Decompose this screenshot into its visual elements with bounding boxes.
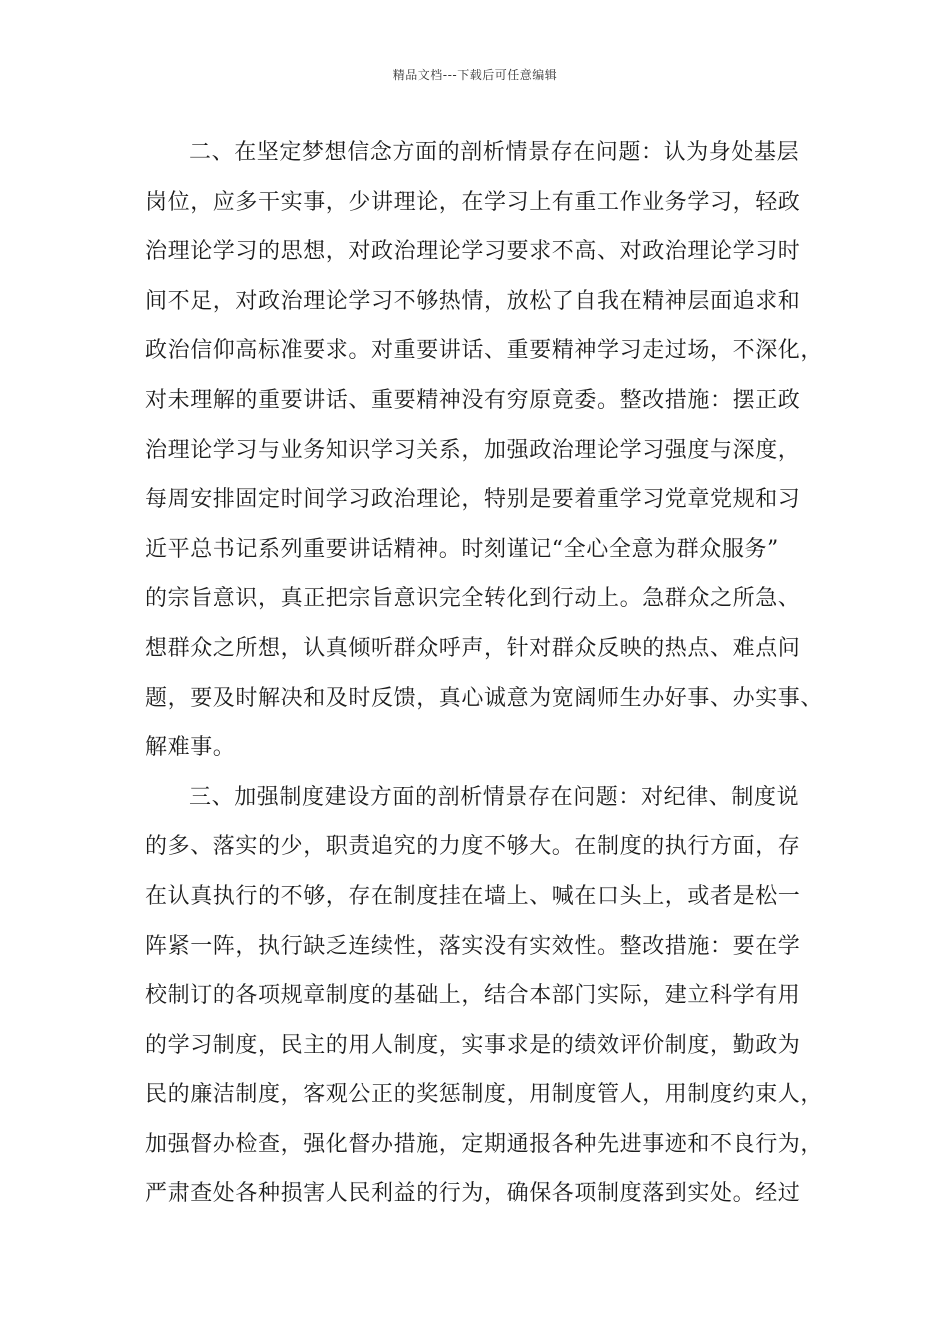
text-line: 题，要及时解决和及时反馈，真心诚意为宽阔师生办好事、办实事、 <box>145 685 824 711</box>
text-line: 治理论学习与业务知识学习关系，加强政治理论学习强度与深度， <box>145 437 801 463</box>
text-line: 三、加强制度建设方面的剖析情景存在问题：对纪律、制度说 <box>189 784 800 810</box>
text-line: 想群众之所想，认真倾听群众呼声，针对群众反映的热点、难点问 <box>145 635 801 661</box>
text-line: 的多、落实的少，职责追究的力度不够大。在制度的执行方面，存 <box>145 834 801 860</box>
text-line: 每周安排固定时间学习政治理论，特别是要着重学习党章党规和习 <box>145 487 801 513</box>
paragraph-section-2 <box>145 128 825 773</box>
text-line: 严肃查处各种损害人民利益的行为，确保各项制度落到实处。经过 <box>145 1181 801 1207</box>
text-line: 校制订的各项规章制度的基础上，结合本部门实际，建立科学有用 <box>145 983 801 1009</box>
text-line: 间不足，对政治理论学习不够热情，放松了自我在精神层面追求和 <box>145 288 801 314</box>
paragraph-section-3 <box>145 773 825 1219</box>
text-line: 政治信仰高标准要求。对重要讲话、重要精神学习走过场，不深化， <box>145 338 824 364</box>
text-line: 阵紧一阵，执行缺乏连续性，落实没有实效性。整改措施：要在学 <box>145 933 801 959</box>
text-line: 近平总书记系列重要讲话精神。时刻谨记“全心全意为群众服务” <box>145 536 779 562</box>
text-line: 的宗旨意识，真正把宗旨意识完全转化到行动上。急群众之所急、 <box>145 586 801 612</box>
text-line: 解难事。 <box>145 735 236 761</box>
text-line: 二、在坚定梦想信念方面的剖析情景存在问题：认为身处基层 <box>189 140 800 165</box>
text-line: 岗位，应多干实事，少讲理论，在学习上有重工作业务学习，轻政 <box>145 189 801 215</box>
page-header: 精品文档---下载后可任意编辑 <box>392 68 558 82</box>
document-body <box>145 128 825 1219</box>
text-line: 的学习制度，民主的用人制度，实事求是的绩效评价制度，勤政为 <box>145 1032 801 1058</box>
text-line: 治理论学习的思想，对政治理论学习要求不高、对政治理论学习时 <box>145 239 801 265</box>
text-line: 加强督办检查，强化督办措施，定期通报各种先进事迹和不良行为， <box>145 1131 824 1157</box>
text-line: 民的廉洁制度，客观公正的奖惩制度，用制度管人，用制度约束人， <box>145 1082 824 1108</box>
text-line: 对未理解的重要讲话、重要精神没有穷原竟委。整改措施：摆正政 <box>145 387 801 413</box>
text-line: 在认真执行的不够，存在制度挂在墙上、喊在口头上，或者是松一 <box>145 883 801 909</box>
